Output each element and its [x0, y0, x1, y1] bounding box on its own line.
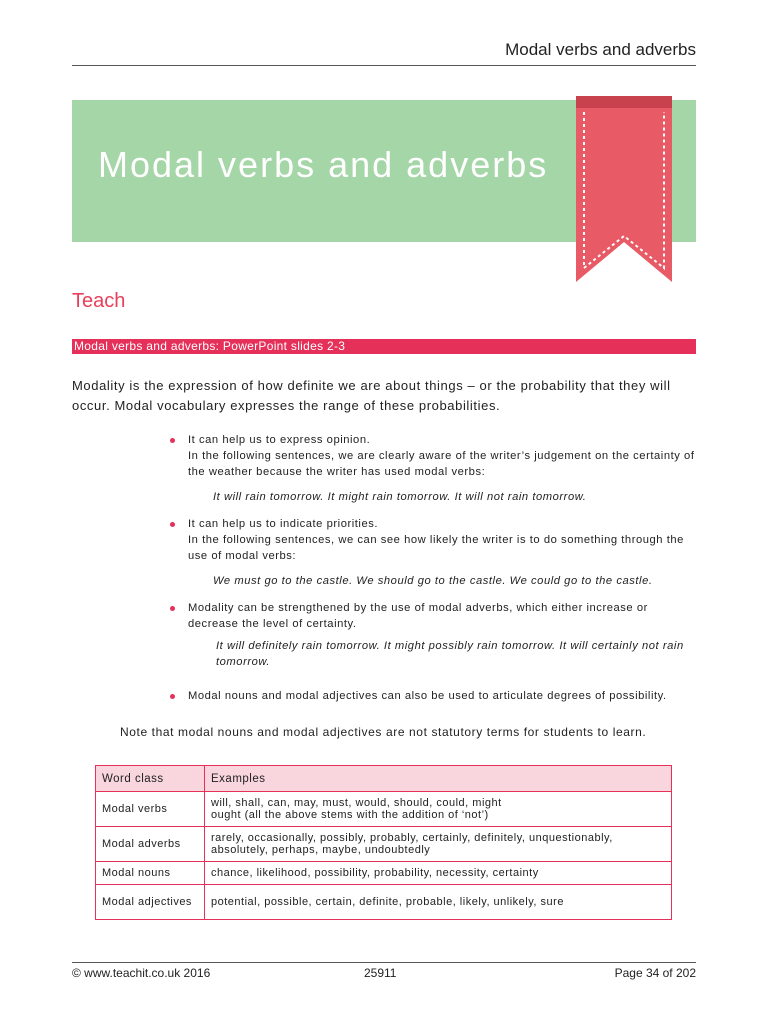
bullet-text: Modality can be strengthened by the use of modal adverbs, which either increase or decrease the level of certainty. [188, 602, 648, 630]
bullet-dot-icon [170, 522, 175, 527]
word-class-cell: Modal nouns [96, 862, 205, 885]
examples-cell: potential, possible, certain, definite, probable, likely, unlikely, sure [205, 885, 672, 920]
bookmark-ribbon-icon [576, 96, 672, 286]
bullet-detail: In the following sentences, we can see how likely the writer is to do something through the use of modal verbs: [188, 534, 684, 562]
table-row [96, 862, 672, 885]
bullet-text: It can help us to express opinion. [188, 434, 371, 446]
examples-line: will, shall, can, may, must, would, should, could, might [211, 797, 502, 809]
slides-reference-bar: Modal verbs and adverbs: PowerPoint slides 2-3 [72, 339, 696, 354]
footer-page-number: Page 34 of 202 [614, 966, 696, 980]
examples-cell: rarely, occasionally, possibly, probably, certainly, definitely, unquestionably, absolutely, perhaps, maybe, undoubtedly [205, 827, 672, 862]
table-row [96, 827, 672, 862]
intro-paragraph: Modality is the expression of how definite we are about things – or the probability that they will occur. Modal vocabulary expresses the range of these probabilities. [72, 378, 671, 413]
running-header-title: Modal verbs and adverbs [505, 40, 696, 59]
word-class-table [95, 765, 672, 920]
list-item [170, 432, 700, 505]
footer-divider [72, 962, 696, 963]
table-header-row [96, 766, 672, 792]
bullet-text: Modal nouns and modal adjectives can also be used to articulate degrees of possibility. [188, 690, 667, 702]
bullet-example: It will rain tomorrow. It might rain tomorrow. It will not rain tomorrow. [213, 491, 587, 503]
bullet-detail: In the following sentences, we are clearly aware of the writer’s judgement on the certainty of the weather because the writer has used modal verbs: [188, 450, 695, 478]
footer-code: 25911 [364, 966, 397, 980]
note-text: Note that modal nouns and modal adjectives are not statutory terms for students to learn. [120, 725, 647, 739]
header-divider [72, 65, 696, 66]
word-class-cell: Modal adverbs [96, 827, 205, 862]
bullet-dot-icon [170, 606, 175, 611]
bullet-example: It will definitely rain tomorrow. It might possibly rain tomorrow. It will certainly not rain tomorrow. [216, 640, 684, 668]
banner-title: Modal verbs and adverbs [98, 144, 549, 185]
word-class-cell: Modal adjectives [96, 885, 205, 920]
table-header-cell: Word class [96, 766, 205, 792]
examples-line: ought (all the above stems with the addition of ‘not’) [211, 809, 489, 821]
list-item [170, 688, 667, 704]
table-header-cell: Examples [205, 766, 672, 792]
examples-cell: chance, likelihood, possibility, probability, necessity, certainty [205, 862, 672, 885]
bullet-dot-icon [170, 694, 175, 699]
table-row [96, 792, 672, 827]
word-class-cell: Modal verbs [96, 792, 205, 827]
list-item [170, 516, 700, 589]
bullet-dot-icon [170, 438, 175, 443]
footer-copyright: © www.teachit.co.uk 2016 [72, 966, 211, 980]
table-row [96, 885, 672, 920]
section-title: Teach [72, 290, 126, 312]
bullet-example: We must go to the castle. We should go to the castle. We could go to the castle. [213, 575, 653, 587]
examples-cell [205, 792, 672, 827]
list-item [170, 600, 700, 670]
bullet-text: It can help us to indicate priorities. [188, 518, 379, 530]
